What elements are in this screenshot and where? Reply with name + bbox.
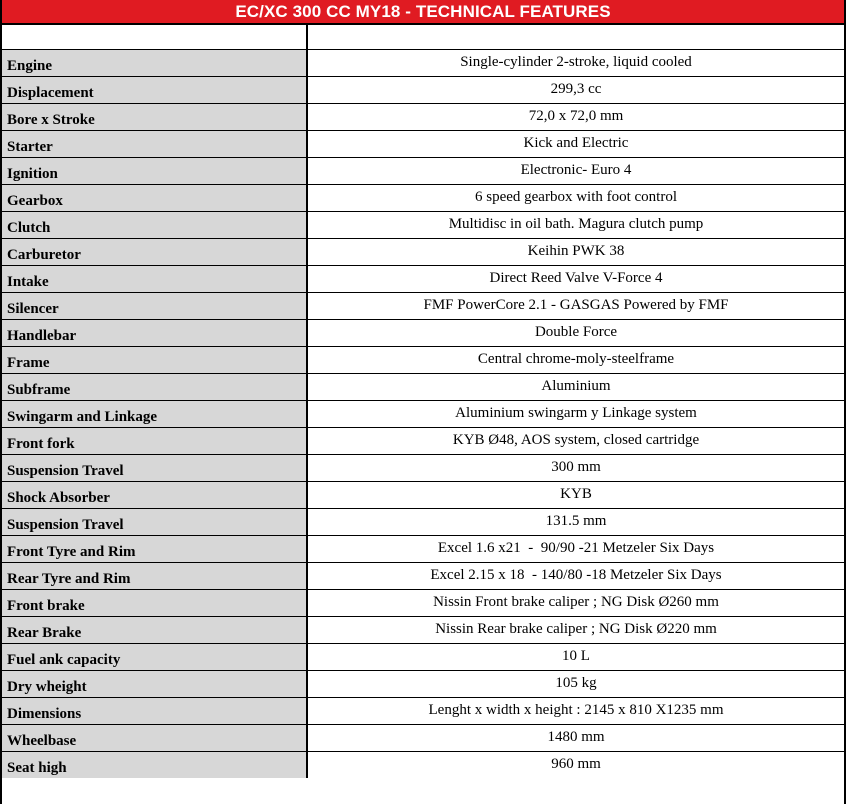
- spec-value: Lenght x width x height : 2145 x 810 X1235 mm: [307, 697, 844, 724]
- spec-value: Aluminium swingarm y Linkage system: [307, 400, 844, 427]
- spec-value: Double Force: [307, 319, 844, 346]
- spec-label: Front fork: [2, 427, 307, 454]
- table-row: [2, 535, 844, 562]
- spec-value: 105 kg: [307, 670, 844, 697]
- spec-value: Electronic- Euro 4: [307, 157, 844, 184]
- spec-label: Intake: [2, 265, 307, 292]
- blank-label-cell: [2, 25, 307, 49]
- spec-label: Displacement: [2, 76, 307, 103]
- spec-label: Frame: [2, 346, 307, 373]
- spec-label: Front Tyre and Rim: [2, 535, 307, 562]
- title-bar: [2, 0, 844, 25]
- spec-value: 1480 mm: [307, 724, 844, 751]
- table-row: [2, 562, 844, 589]
- spec-label: Bore x Stroke: [2, 103, 307, 130]
- spec-label: Ignition: [2, 157, 307, 184]
- table-row-blank: [2, 25, 844, 49]
- table-row: [2, 427, 844, 454]
- spec-label: Dry wheight: [2, 670, 307, 697]
- spec-label: Carburetor: [2, 238, 307, 265]
- table-row: [2, 481, 844, 508]
- table-row: [2, 589, 844, 616]
- table-row: [2, 373, 844, 400]
- table-row: [2, 319, 844, 346]
- table-row: [2, 697, 844, 724]
- spec-value: Excel 1.6 x21 - 90/90 -21 Metzeler Six Days: [307, 535, 844, 562]
- spec-value: 6 speed gearbox with foot control: [307, 184, 844, 211]
- spec-value: Nissin Front brake caliper ; NG Disk Ø260 mm: [307, 589, 844, 616]
- table-row: [2, 616, 844, 643]
- spec-value: KYB Ø48, AOS system, closed cartridge: [307, 427, 844, 454]
- spec-label: Wheelbase: [2, 724, 307, 751]
- spec-label: Dimensions: [2, 697, 307, 724]
- spec-value: 72,0 x 72,0 mm: [307, 103, 844, 130]
- sheet-title: EC/XC 300 CC MY18 - TECHNICAL FEATURES: [235, 1, 611, 21]
- table-row: [2, 400, 844, 427]
- table-row: [2, 508, 844, 535]
- table-row: [2, 238, 844, 265]
- table-row: [2, 454, 844, 481]
- spec-label: Starter: [2, 130, 307, 157]
- spec-label: Seat high: [2, 751, 307, 778]
- table-row: [2, 643, 844, 670]
- spec-label: Subframe: [2, 373, 307, 400]
- spec-value: Keihin PWK 38: [307, 238, 844, 265]
- table-row: [2, 103, 844, 130]
- table-row: [2, 670, 844, 697]
- table-row: [2, 157, 844, 184]
- spec-label: Suspension Travel: [2, 454, 307, 481]
- spec-label: Swingarm and Linkage: [2, 400, 307, 427]
- spec-value: 299,3 cc: [307, 76, 844, 103]
- spec-value: KYB: [307, 481, 844, 508]
- spec-value: Excel 2.15 x 18 - 140/80 -18 Metzeler Six Days: [307, 562, 844, 589]
- spec-value: 300 mm: [307, 454, 844, 481]
- spec-label: Rear Brake: [2, 616, 307, 643]
- blank-value-cell: [307, 25, 844, 49]
- spec-label: Fuel ank capacity: [2, 643, 307, 670]
- spec-value: Aluminium: [307, 373, 844, 400]
- spec-value: FMF PowerCore 2.1 - GASGAS Powered by FMF: [307, 292, 844, 319]
- spec-label: Gearbox: [2, 184, 307, 211]
- spec-label: Suspension Travel: [2, 508, 307, 535]
- spec-label: Front brake: [2, 589, 307, 616]
- spec-value: Direct Reed Valve V-Force 4: [307, 265, 844, 292]
- spec-value: Kick and Electric: [307, 130, 844, 157]
- spec-value: Single-cylinder 2-stroke, liquid cooled: [307, 49, 844, 76]
- spec-table: [2, 25, 844, 778]
- spec-value: Central chrome-moly-steelframe: [307, 346, 844, 373]
- spec-value: Multidisc in oil bath. Magura clutch pump: [307, 211, 844, 238]
- table-row: [2, 265, 844, 292]
- table-row: [2, 724, 844, 751]
- spec-label: Shock Absorber: [2, 481, 307, 508]
- spec-value: 960 mm: [307, 751, 844, 778]
- spec-label: Handlebar: [2, 319, 307, 346]
- table-row: [2, 49, 844, 76]
- table-row: [2, 211, 844, 238]
- spec-label: Clutch: [2, 211, 307, 238]
- spec-value: 10 L: [307, 643, 844, 670]
- spec-label: Rear Tyre and Rim: [2, 562, 307, 589]
- spec-value: 131.5 mm: [307, 508, 844, 535]
- spec-label: Silencer: [2, 292, 307, 319]
- table-row: [2, 292, 844, 319]
- table-row: [2, 76, 844, 103]
- table-row: [2, 130, 844, 157]
- spec-value: Nissin Rear brake caliper ; NG Disk Ø220 mm: [307, 616, 844, 643]
- table-row: [2, 751, 844, 778]
- table-row: [2, 346, 844, 373]
- table-row: [2, 184, 844, 211]
- spec-label: Engine: [2, 49, 307, 76]
- spec-table-body: [2, 25, 844, 778]
